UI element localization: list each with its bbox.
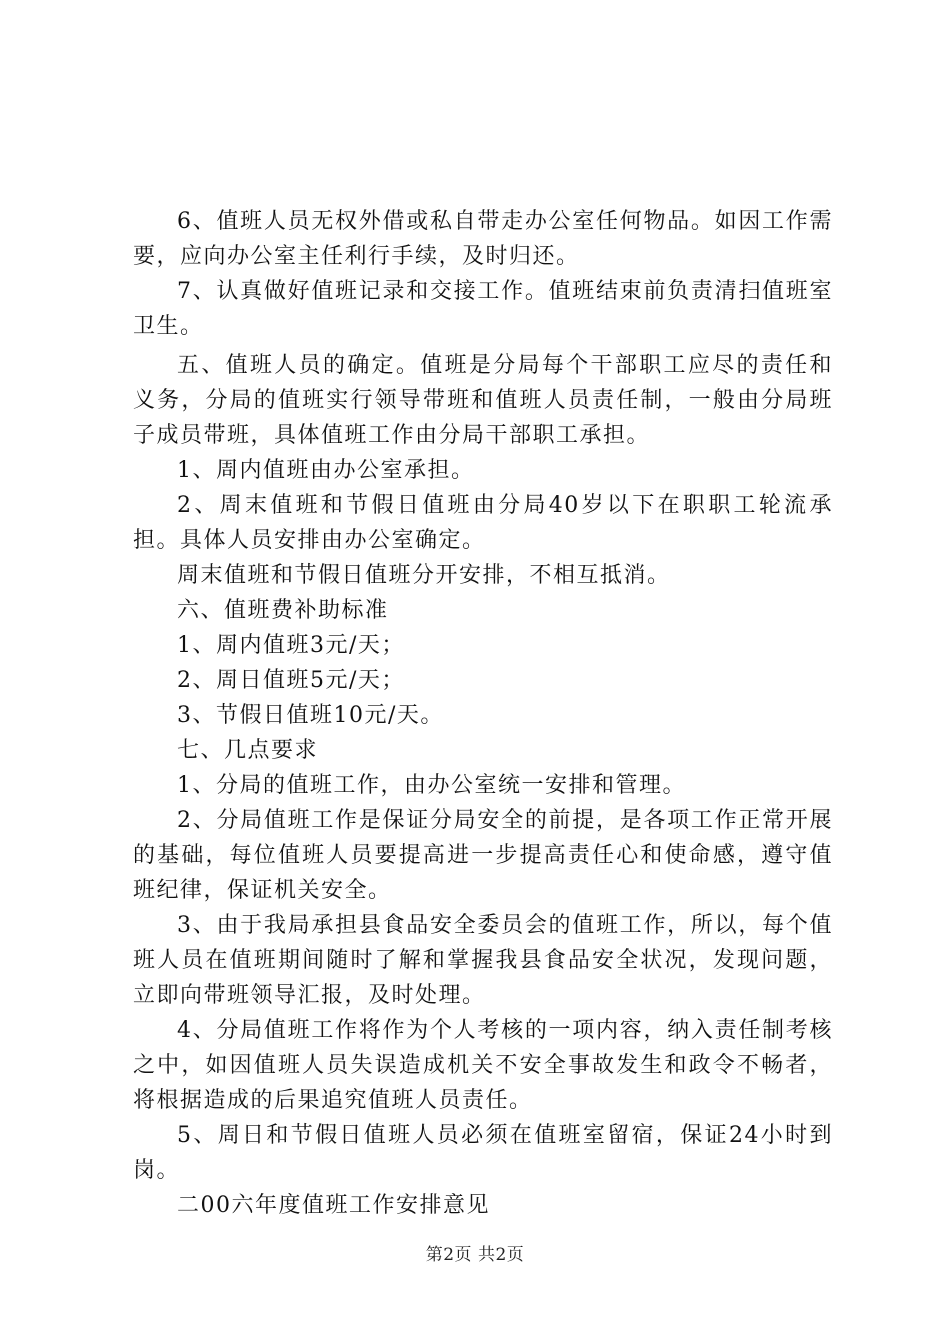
requirement-4: 4、分局值班工作将作为个人考核的一项内容，纳入责任制考核之中，如因值班人员失误造成机关不安全事故发生和政令不畅者，将根据造成的后果追究值班人员责任。 <box>133 1018 833 1113</box>
requirement-3: 3、由于我局承担县食品安全委员会的值班工作，所以，每个值班人员在值班期间随时了解和掌握我县食品安全状况，发现问题，立即向带班领导汇报，及时处理。 <box>133 913 833 1008</box>
section-six-heading: 六、值班费补助标准 <box>177 598 389 623</box>
requirement-5: 5、周日和节假日值班人员必须在值班室留宿，保证24小时到岗。 <box>133 1123 833 1183</box>
document-body <box>133 204 833 1223</box>
requirement-2: 2、分局值班工作是保证分局安全的前提，是各项工作正常开展的基础，每位值班人员要提高进一步提高责任心和使命感，遵守值班纪律，保证机关安全。 <box>133 808 833 903</box>
requirement-1: 1、分局的值班工作，由办公室统一安排和管理。 <box>177 773 686 798</box>
paragraph-weekend-duty: 2、周末值班和节假日值班由分局40岁以下在职职工轮流承担。具体人员安排由办公室确定。 <box>133 493 833 553</box>
paragraph-weekday-duty: 1、周内值班由办公室承担。 <box>177 458 475 483</box>
paragraph-separate-arrangement: 周末值班和节假日值班分开安排，不相互抵消。 <box>177 563 671 588</box>
subsidy-sunday: 2、周日值班5元/天； <box>177 668 405 693</box>
paragraph-item-7: 7、认真做好值班记录和交接工作。值班结束前负责清扫值班室卫生。 <box>133 279 833 339</box>
section-seven-heading: 七、几点要求 <box>177 738 319 763</box>
closing-title: 二00六年度值班工作安排意见 <box>177 1193 490 1218</box>
page-number-footer: 第2页 共2页 <box>425 1245 525 1265</box>
subsidy-holiday: 3、节假日值班10元/天。 <box>177 703 444 728</box>
subsidy-weekday: 1、周内值班3元/天； <box>177 633 405 658</box>
section-five-heading: 五、值班人员的确定。值班是分局每个干部职工应尽的责任和义务，分局的值班实行领导带班和值班人员责任制，一般由分局班子成员带班，具体值班工作由分局干部职工承担。 <box>133 353 833 448</box>
paragraph-item-6: 6、值班人员无权外借或私自带走办公室任何物品。如因工作需要，应向办公室主任利行手续，及时归还。 <box>133 209 833 269</box>
